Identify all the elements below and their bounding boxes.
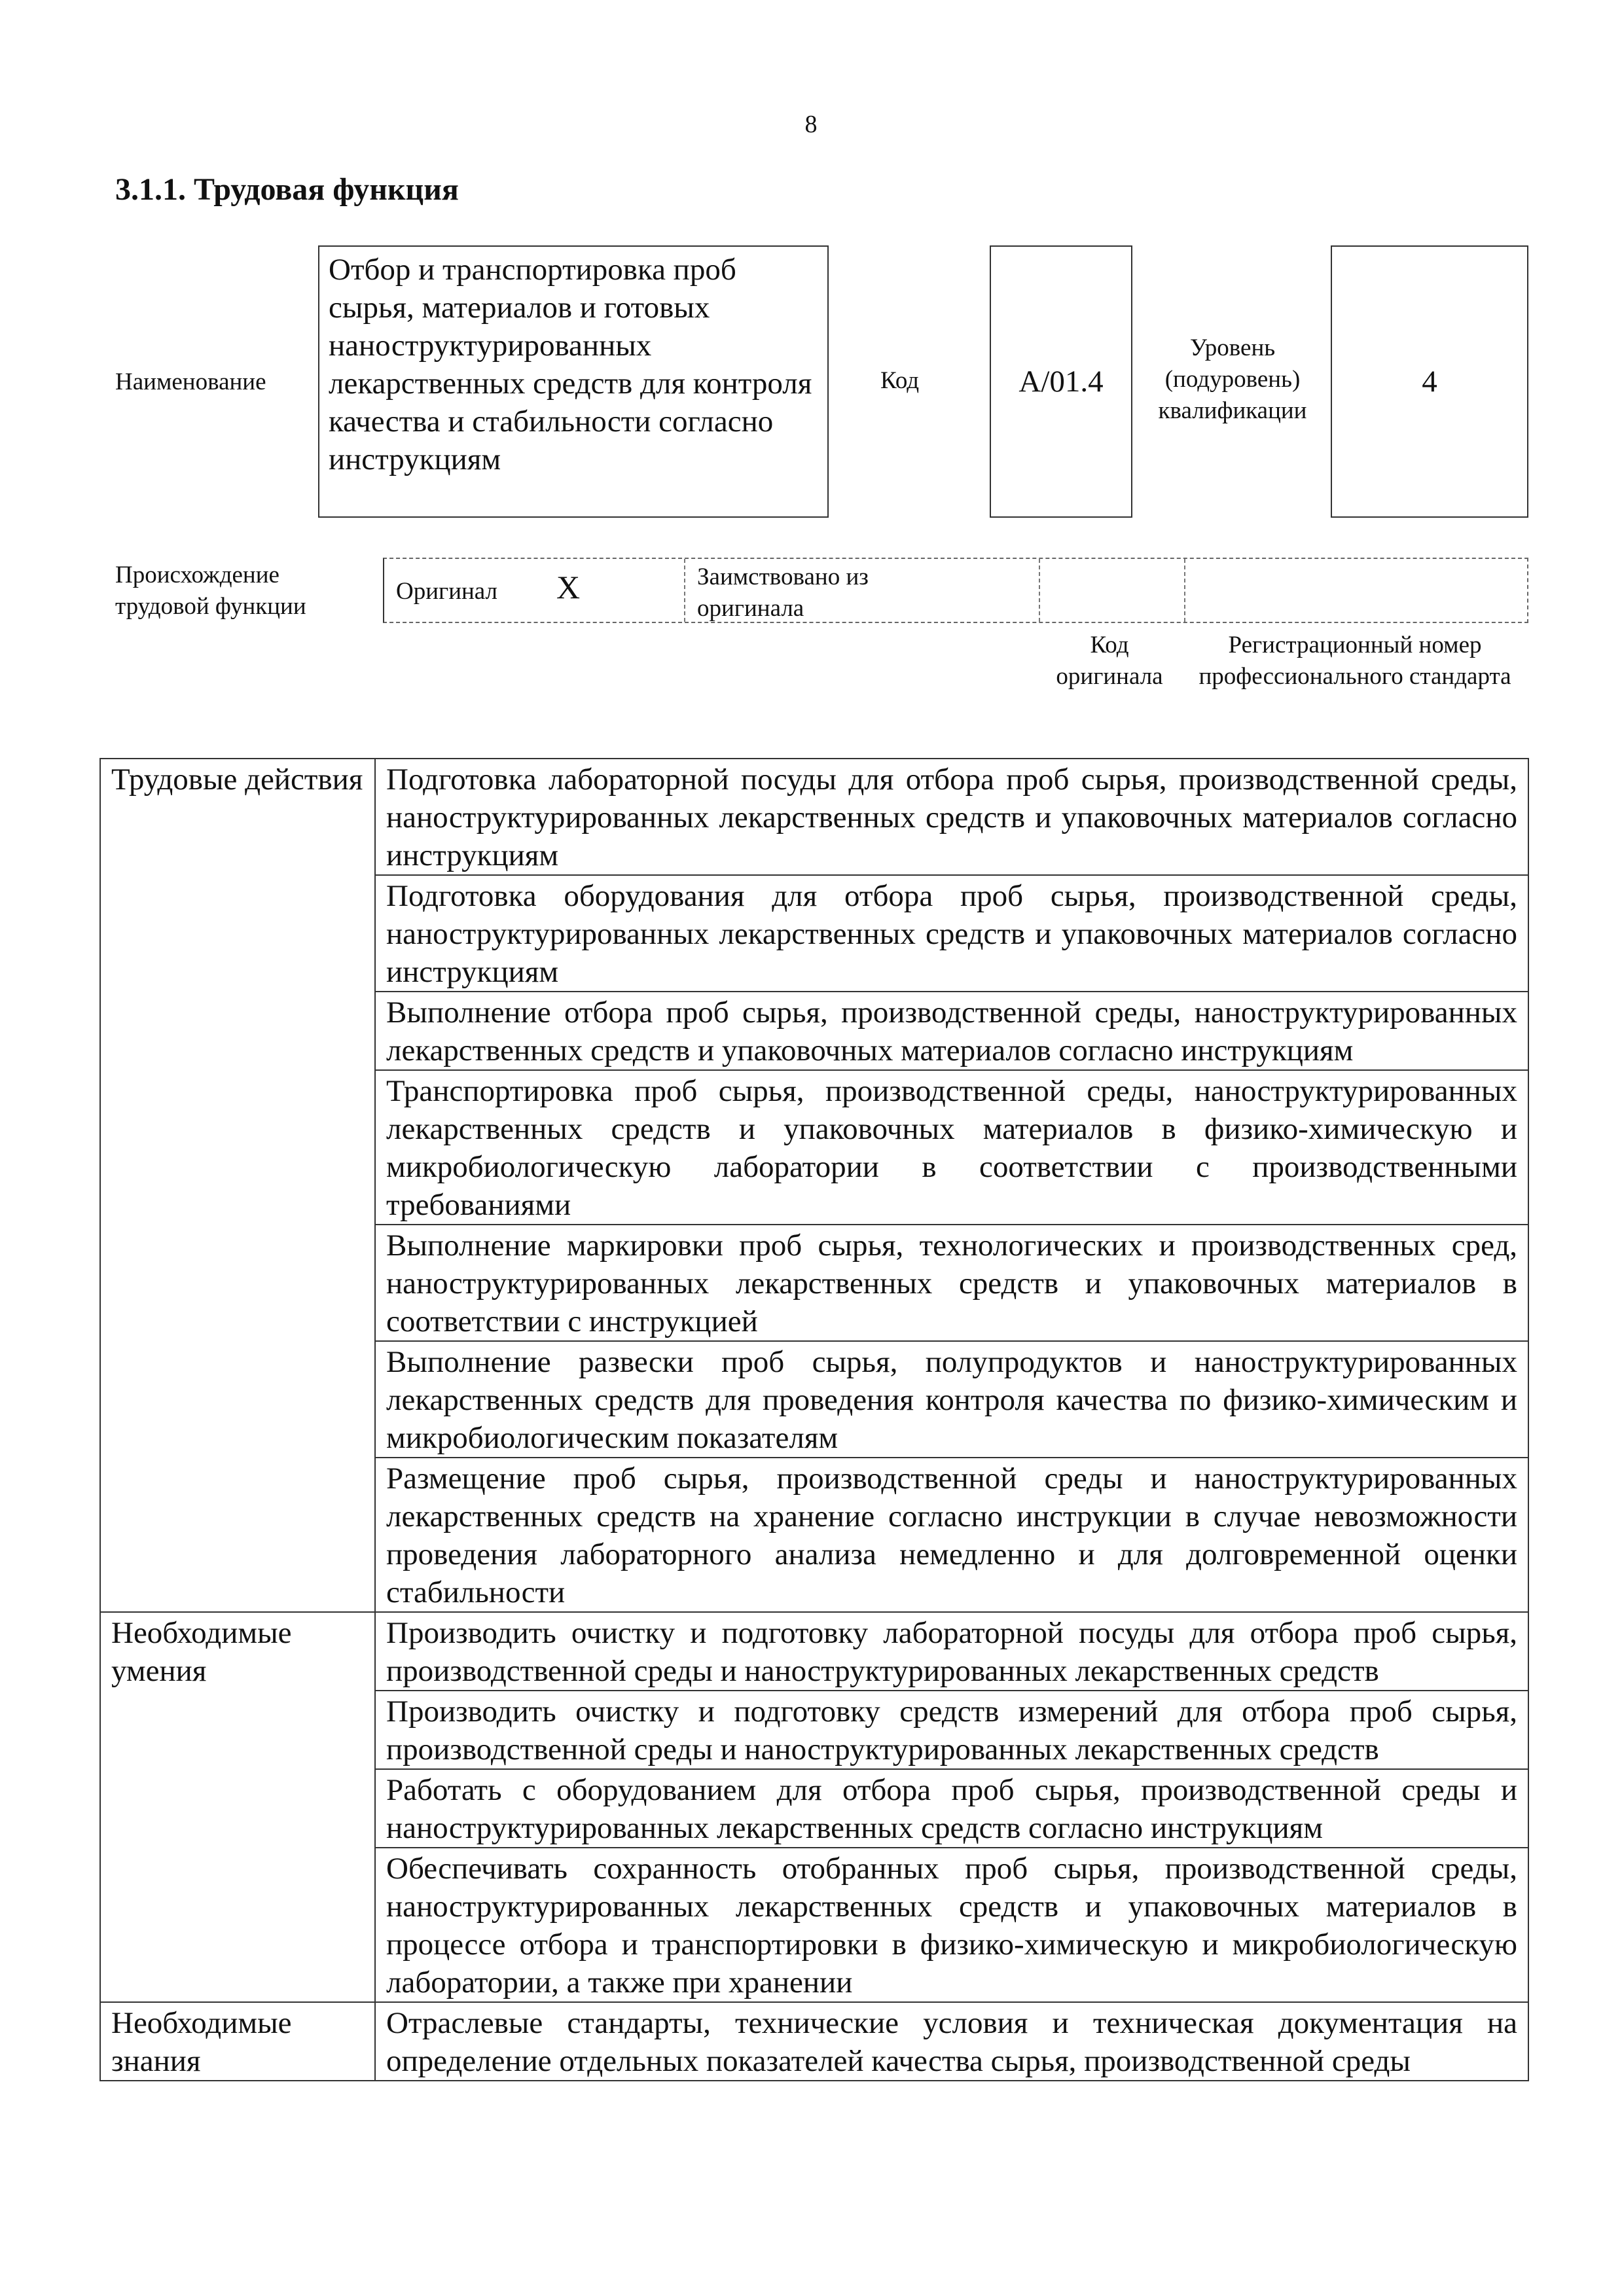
name-label: Наименование: [115, 368, 266, 395]
table-row: [100, 759, 1528, 875]
knowledge-label: Необходимые знания: [100, 2002, 375, 2081]
code-label: Код: [880, 367, 920, 394]
labor-action-item: Размещение проб сырья, производственной среды и наноструктурированных лекарственных средств на хранение согласно инструкции в случае невозможности проведения лабораторного анализа немедленно и для долговременной оценки стабильности: [375, 1458, 1528, 1612]
table-row: [100, 1612, 1528, 1691]
function-name-box: [318, 245, 829, 518]
origin-code-caption: Код оригинала: [1056, 632, 1163, 690]
level-value: 4: [1422, 365, 1437, 399]
origin-original-label: Оригинал: [396, 578, 498, 605]
skill-item: Работать с оборудованием для отбора проб сырья, производственной среды и наноструктурированных лекарственных средств согласно инструкциям: [375, 1769, 1528, 1848]
skills-label: Необходимые умения: [100, 1612, 375, 2002]
table-row: [100, 2002, 1528, 2081]
knowledge-item: Отраслевые стандарты, технические условия и техническая документация на определение отдельных показателей качества сырья, производственной среды: [375, 2002, 1528, 2081]
origin-divider: [684, 559, 685, 622]
labor-action-item: Транспортировка проб сырья, производственной среды, наноструктурированных лекарственных средств и упаковочных материалов в физико-химическую и микробиологическую лаборатории в соответствии с производственными требованиями: [375, 1070, 1528, 1225]
skill-item: Обеспечивать сохранность отобранных проб сырья, производственной среды, наноструктурированных лекарственных средств и упаковочных материалов в процессе отбора и транспортировки в физико-химическую и микробиологическую лаборатории, а также при хранении: [375, 1848, 1528, 2002]
function-table: [99, 758, 1529, 2081]
page-number: 8: [804, 111, 818, 138]
code-value: А/01.4: [1018, 365, 1104, 399]
labor-action-item: Выполнение развески проб сырья, полупродуктов и наноструктурированных лекарственных средств для проведения контроля качества по физико-химическим и микробиологическим показателям: [375, 1341, 1528, 1458]
origin-divider: [1184, 559, 1185, 622]
level-box: [1331, 245, 1528, 518]
labor-actions-label: Трудовые действия: [100, 759, 375, 1612]
level-label: Уровень (подуровень) квалификации: [1158, 334, 1307, 424]
skill-item: Производить очистку и подготовку средств измерений для отбора проб сырья, производственной среды и наноструктурированных лекарственных средств: [375, 1691, 1528, 1769]
origin-divider: [1039, 559, 1040, 622]
origin-original-mark: Х: [556, 569, 581, 605]
origin-reg-caption: Регистрационный номер профессионального стандарта: [1198, 632, 1511, 690]
code-box: [990, 245, 1132, 518]
origin-label: Происхождение трудовой функции: [115, 562, 306, 620]
origin-borrowed-label: Заимствовано из оригинала: [697, 564, 869, 622]
function-name-value: Отбор и транспортировка проб сырья, материалов и готовых наноструктурированных лекарственных средств для контроля качества и стабильности согласно инструкциям: [329, 253, 812, 476]
skill-item: Производить очистку и подготовку лабораторной посуды для отбора проб сырья, производственной среды и наноструктурированных лекарственных средств: [375, 1612, 1528, 1691]
labor-action-item: Выполнение отбора проб сырья, производственной среды, наноструктурированных лекарственных средств и упаковочных материалов согласно инструкциям: [375, 992, 1528, 1070]
labor-action-item: Подготовка лабораторной посуды для отбора проб сырья, производственной среды, наноструктурированных лекарственных средств и упаковочных материалов согласно инструкциям: [375, 759, 1528, 875]
labor-action-item: Подготовка оборудования для отбора проб сырья, производственной среды, наноструктурированных лекарственных средств и упаковочных материалов согласно инструкциям: [375, 875, 1528, 992]
labor-action-item: Выполнение маркировки проб сырья, технологических и производственных сред, наноструктурированных лекарственных средств и упаковочных материалов в соответствии с инструкцией: [375, 1225, 1528, 1341]
section-title: 3.1.1. Трудовая функция: [115, 172, 459, 207]
